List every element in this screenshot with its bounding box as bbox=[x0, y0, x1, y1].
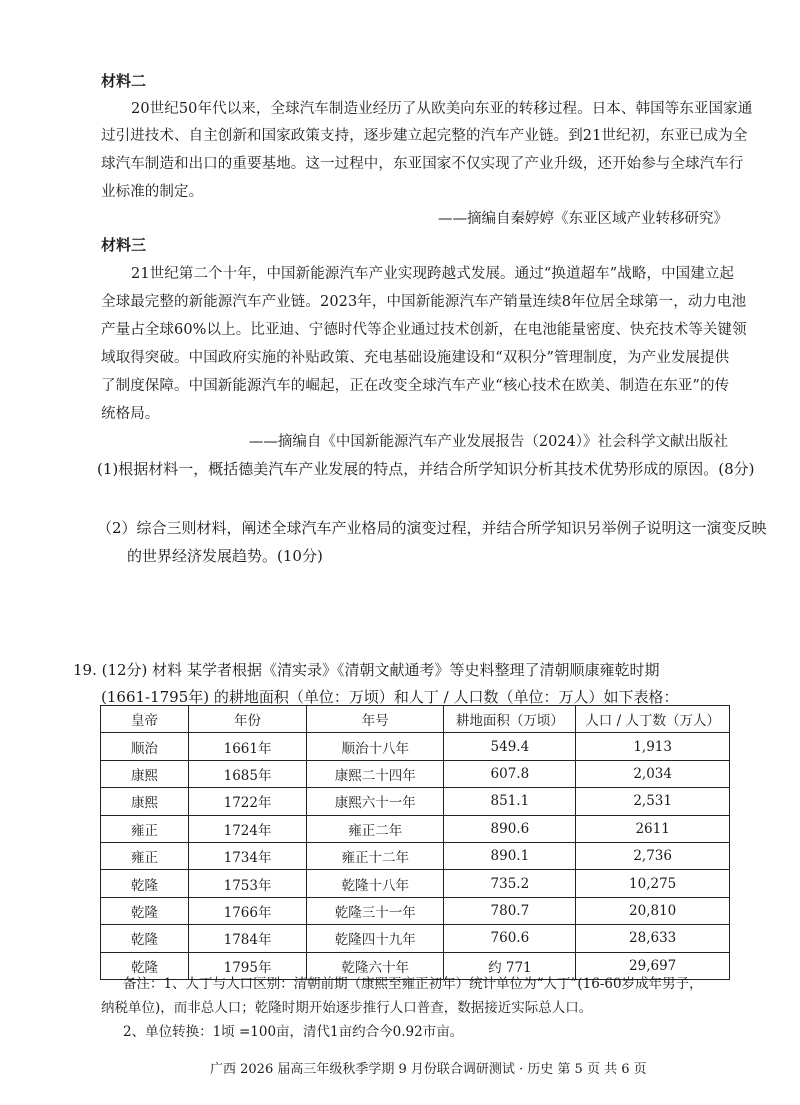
cell-emperor: 乾隆 bbox=[101, 925, 189, 952]
material2-source: ——摘编自秦婷婷《东亚区域产业转移研究》 bbox=[438, 211, 728, 227]
cell-emperor: 乾隆 bbox=[101, 897, 189, 924]
cell-emperor: 乾隆 bbox=[101, 952, 189, 979]
cell-reign-title: 雍正二年 bbox=[307, 815, 444, 842]
cell-year: 1685年 bbox=[189, 760, 307, 787]
cell-emperor: 康熙 bbox=[101, 760, 189, 787]
cell-emperor: 乾隆 bbox=[101, 870, 189, 897]
cell-reign-title: 雍正十二年 bbox=[307, 842, 444, 869]
material2-heading: 材料二 bbox=[101, 72, 147, 90]
cell-farmland: 735.2 bbox=[444, 870, 576, 897]
cell-population: 10,275 bbox=[576, 870, 730, 897]
question-19-line-1: 19. (12分) 材料 某学者根据《清实录》《清朝文献通考》等史料整理了清朝顺康雍乾时期 bbox=[73, 661, 660, 679]
question-1: (1)根据材料一，概括德美汽车产业发展的特点，并结合所学知识分析其技术优势形成的原因。(8分) bbox=[97, 460, 755, 478]
table-note-line-2: 纳税单位)，而非总人口；乾隆时期开始逐步推行人口普查，数据接近实际总人口。 bbox=[101, 1000, 593, 1016]
cell-farmland: 780.7 bbox=[444, 897, 576, 924]
cell-farmland: 607.8 bbox=[444, 760, 576, 787]
cell-reign-title: 康熙六十一年 bbox=[307, 788, 444, 815]
cell-year: 1722年 bbox=[189, 788, 307, 815]
header-reign-title: 年号 bbox=[307, 706, 444, 733]
table-header-row bbox=[101, 706, 730, 733]
material3-line-3: 产量占全球60%以上。比亚迪、宁德时代等企业通过技术创新，在电池能量密度、快充技术等关键领 bbox=[101, 322, 747, 338]
table-row bbox=[101, 870, 730, 897]
question-19-line-2: (1661-1795年) 的耕地面积（单位：万顷）和人丁 / 人口数（单位：万人）如下表格： bbox=[101, 688, 679, 706]
cell-year: 1795年 bbox=[189, 952, 307, 979]
cell-emperor: 雍正 bbox=[101, 815, 189, 842]
material2-line-2: 过引进技术、自主创新和国家政策支持，逐步建立起完整的汽车产业链。到21世纪初，东亚已成为全 bbox=[101, 128, 748, 144]
header-population: 人口 / 人丁数（万人） bbox=[576, 706, 730, 733]
cell-reign-title: 乾隆六十年 bbox=[307, 952, 444, 979]
cell-emperor: 雍正 bbox=[101, 842, 189, 869]
cell-year: 1766年 bbox=[189, 897, 307, 924]
cell-year: 1784年 bbox=[189, 925, 307, 952]
table-row bbox=[101, 925, 730, 952]
table-row bbox=[101, 815, 730, 842]
cell-year: 1753年 bbox=[189, 870, 307, 897]
material3-source: ——摘编自《中国新能源汽车产业发展报告（2024）》社会科学文献出版社 bbox=[248, 434, 728, 450]
cell-reign-title: 康熙二十四年 bbox=[307, 760, 444, 787]
table-row bbox=[101, 897, 730, 924]
page-footer: 广西 2026 届高三年级秋季学期 9 月份联合调研测试 · 历史 第 5 页 共 6 页 bbox=[210, 1062, 647, 1077]
table-note-line-1: 备注：1、人丁与人口区别：清朝前期（康熙至雍正初年）统计单位为“人丁”(16-60岁成年男子， bbox=[123, 976, 703, 992]
material3-line-4: 域取得突破。中国政府实施的补贴政策、充电基础设施建设和“双积分”管理制度，为产业发展提供 bbox=[101, 350, 730, 366]
table-row bbox=[101, 733, 730, 760]
cell-emperor: 顺治 bbox=[101, 733, 189, 760]
material3-line-6: 统格局。 bbox=[101, 406, 160, 422]
cell-population: 1,913 bbox=[576, 733, 730, 760]
cell-farmland: 890.6 bbox=[444, 815, 576, 842]
material2-line-4: 业标准的制定。 bbox=[101, 184, 204, 200]
cell-reign-title: 乾隆三十一年 bbox=[307, 897, 444, 924]
material2-line-3: 球汽车制造和出口的重要基地。这一过程中，东亚国家不仅实现了产业升级，还开始参与全球汽车行 bbox=[101, 156, 744, 172]
header-farmland: 耕地面积（万顷） bbox=[444, 706, 576, 733]
header-year: 年份 bbox=[189, 706, 307, 733]
header-emperor: 皇帝 bbox=[101, 706, 189, 733]
farmland-population-table bbox=[100, 705, 730, 980]
table-row bbox=[101, 842, 730, 869]
cell-population: 2,034 bbox=[576, 760, 730, 787]
material3-line-2: 全球最完整的新能源汽车产业链。2023年，中国新能源汽车产销量连续8年位居全球第一，动力电池 bbox=[101, 294, 747, 310]
cell-reign-title: 乾隆十八年 bbox=[307, 870, 444, 897]
question-2-line-1: （2）综合三则材料，阐述全球汽车产业格局的演变过程，并结合所学知识另举例子说明这一演变反映 bbox=[97, 519, 767, 537]
question-2-line-2: 的世界经济发展趋势。(10分) bbox=[127, 547, 323, 565]
cell-farmland: 约 771 bbox=[444, 952, 576, 979]
cell-population: 2611 bbox=[576, 815, 730, 842]
cell-farmland: 549.4 bbox=[444, 733, 576, 760]
table-row bbox=[101, 788, 730, 815]
material2-line-1: 20世纪50年代以来，全球汽车制造业经历了从欧美向东亚的转移过程。日本、韩国等东亚国家通 bbox=[131, 101, 753, 117]
cell-population: 29,697 bbox=[576, 952, 730, 979]
cell-farmland: 851.1 bbox=[444, 788, 576, 815]
cell-farmland: 760.6 bbox=[444, 925, 576, 952]
cell-population: 2,531 bbox=[576, 788, 730, 815]
material3-line-1: 21世纪第二个十年，中国新能源汽车产业实现跨越式发展。通过“换道超车”战略，中国建立起 bbox=[131, 266, 735, 282]
cell-reign-title: 乾隆四十九年 bbox=[307, 925, 444, 952]
cell-population: 2,736 bbox=[576, 842, 730, 869]
cell-year: 1724年 bbox=[189, 815, 307, 842]
cell-emperor: 康熙 bbox=[101, 788, 189, 815]
table-note-line-3: 2、单位转换：1顷 =100亩，清代1亩约合今0.92市亩。 bbox=[123, 1024, 464, 1040]
cell-farmland: 890.1 bbox=[444, 842, 576, 869]
material3-line-5: 了制度保障。中国新能源汽车的崛起，正在改变全球汽车产业“核心技术在欧美、制造在东亚”的传 bbox=[101, 378, 730, 394]
cell-population: 20,810 bbox=[576, 897, 730, 924]
cell-reign-title: 顺治十八年 bbox=[307, 733, 444, 760]
cell-year: 1734年 bbox=[189, 842, 307, 869]
material3-heading: 材料三 bbox=[101, 236, 147, 254]
cell-population: 28,633 bbox=[576, 925, 730, 952]
table-row bbox=[101, 760, 730, 787]
cell-year: 1661年 bbox=[189, 733, 307, 760]
